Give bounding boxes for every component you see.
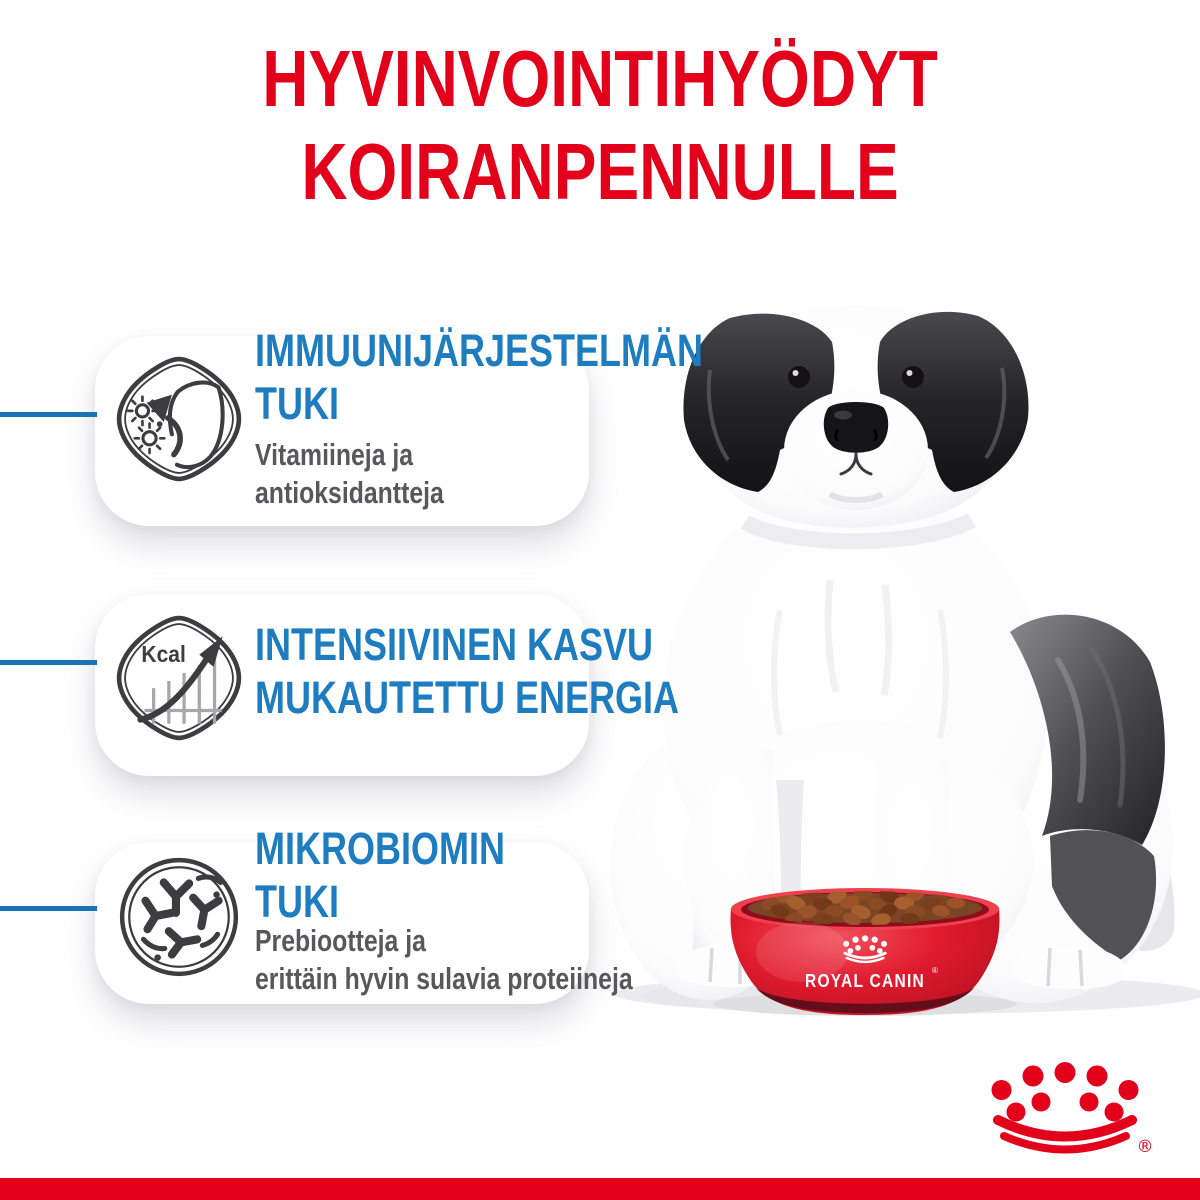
blue-tick-line-1	[0, 412, 97, 417]
virus-glyph	[143, 432, 156, 445]
dog-left-eye	[788, 366, 810, 388]
benefit-heading-energy: INTENSIIVINEN KASVU MUKAUTETTU ENERGIA	[255, 619, 679, 723]
dog-head	[683, 306, 1028, 528]
immune-support-icon	[113, 353, 245, 485]
bowl-brand-text: ROYAL CANIN	[804, 970, 926, 992]
benefit-heading-microbiome: MIKROBIOMIN TUKI	[255, 823, 505, 927]
bowl-trademark: ®	[932, 966, 938, 975]
blue-tick-line-3	[0, 906, 97, 911]
bottom-red-bar	[0, 1178, 1200, 1200]
title-line-2: KOIRANPENNULLE	[301, 127, 899, 216]
title-line-1: HYVINVOINTIHYÖDYT	[262, 34, 938, 123]
benefit-description-microbiome: Prebiootteja ja erittäin hyvin sulavia proteiineja	[255, 923, 633, 996]
blue-tick-line-2	[0, 660, 97, 665]
energy-growth-icon	[113, 612, 245, 744]
benefit-description-immune: Vitamiineja ja antioksidantteja	[255, 437, 444, 510]
microbiome-icon	[113, 852, 245, 984]
dog-nose	[824, 402, 888, 453]
page-title	[120, 32, 1080, 218]
dog-right-eye	[902, 366, 924, 388]
registered-trademark: ®	[1136, 1137, 1154, 1157]
food-bowl	[713, 886, 1017, 1016]
benefit-heading-immune: IMMUUNIJÄRJESTELMÄN TUKI	[255, 325, 704, 429]
virus-glyph	[136, 405, 148, 417]
kcal-label: Kcal	[141, 640, 186, 668]
royal-canin-crown-logo	[988, 1056, 1158, 1158]
